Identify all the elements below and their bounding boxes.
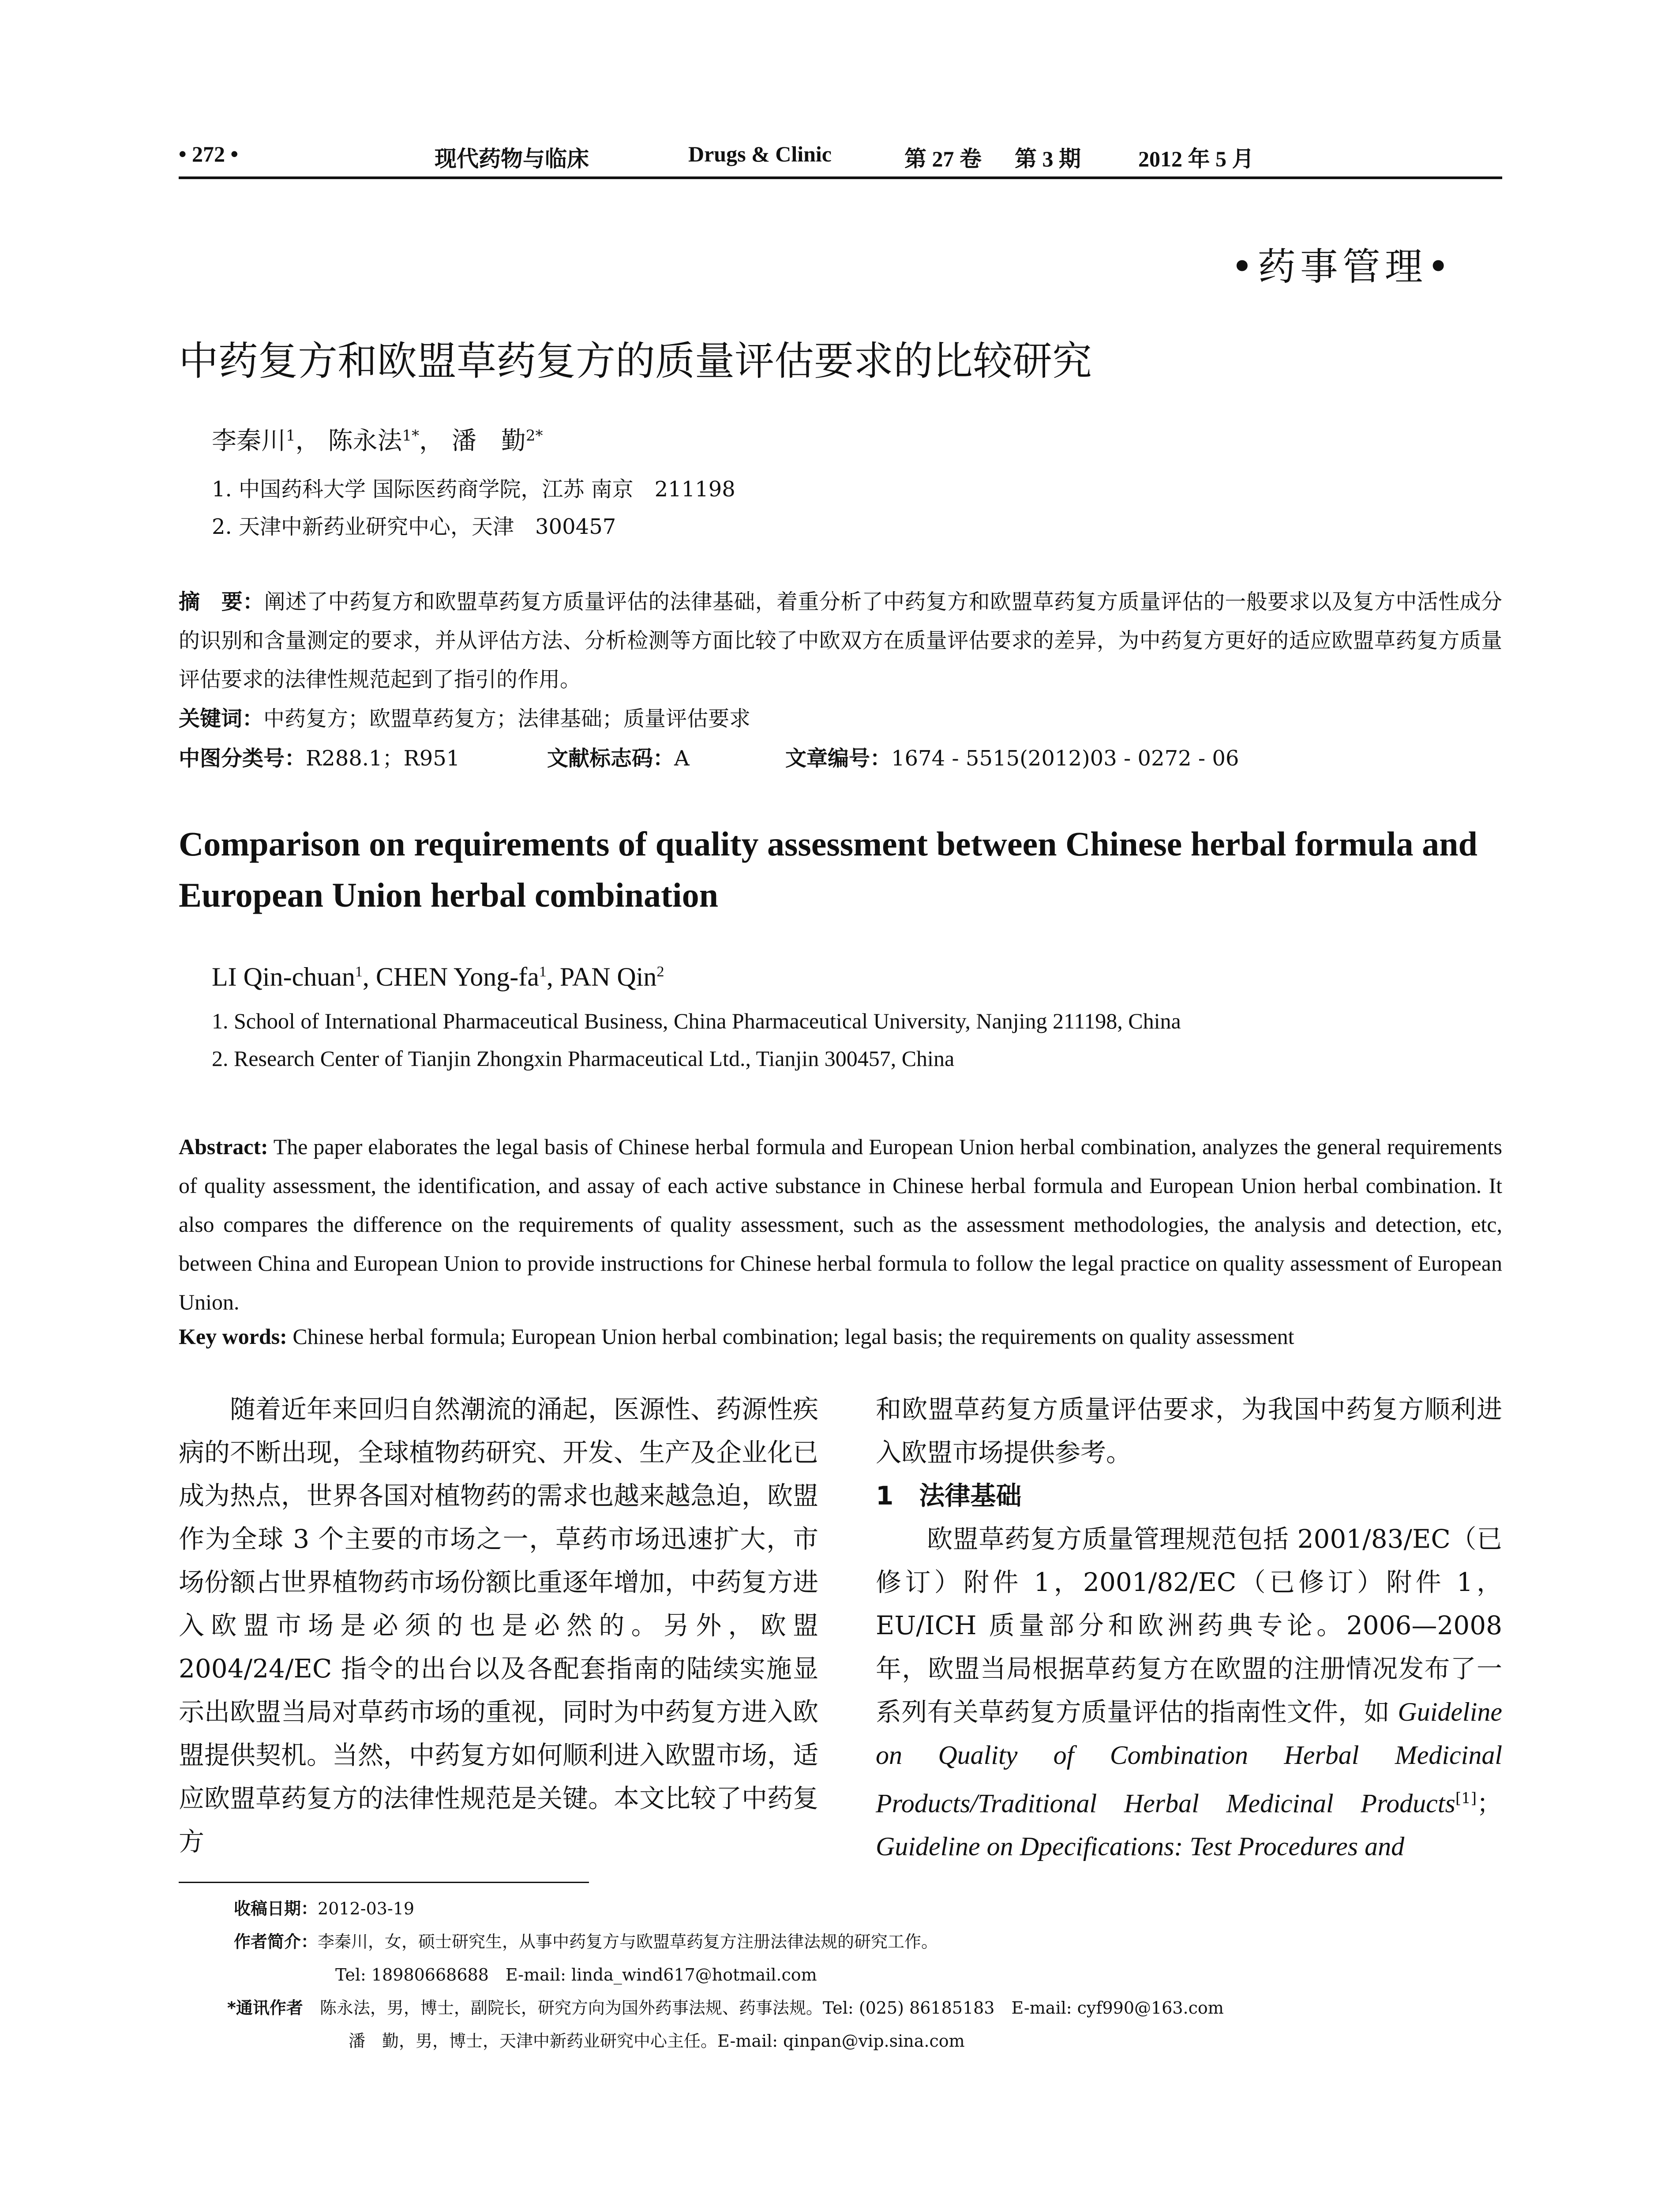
article-number-label: 文章编号： [785, 746, 892, 771]
authors-en: LI Qin-chuan$^1$, CHEN Yong-$fa^1$, PAN Qin$^2$ [212, 962, 664, 991]
author-sup: 2* [525, 427, 543, 445]
bio-label: 作者简介： [234, 1932, 318, 1951]
affiliation-cn: 2. 天津中新药业研究中心，天津 300457 [212, 514, 616, 539]
corr-label: *通讯作者 [227, 1998, 303, 2018]
author-name-en: LI Qin-chuan [212, 962, 355, 991]
body-text: 欧盟草药复方质量管理规范包括 2001/83/EC（已修订）附件 1，2001/82/EC（已修订）附件 1，EU/ICH 质量部分和欧洲药典专论。2006—2008 年，欧盟当局根据草药复方在欧盟的注册情况发布了一系列有关草药复方质量评估的指南性文件，如 [876, 1524, 1502, 1727]
footnote-rule [179, 1882, 589, 1883]
authors-cn: 李秦川$^1$， 陈永法$^{1*}$， 潘 勤$^{2*}$ [212, 427, 543, 455]
page-title-en: Comparison on requirements of quality assessment between Chinese herbal formula and European Union herbal combination [179, 825, 1478, 914]
body-paragraph [876, 1517, 1502, 1868]
guideline-title: Guideline on Dpecifications: Test Procedures and [876, 1832, 1405, 1861]
affiliation-en: 1. School of International Pharmaceutical Business, China Pharmaceutical University, Nanjing 211198, China [212, 1009, 1181, 1033]
article-number-value: 1674 - 5515(2012)03 - 0272 - 06 [891, 746, 1239, 771]
doc-code-label: 文献标志码： [547, 746, 675, 771]
section-heading [876, 1474, 1502, 1517]
page-title-cn: 中药复方和欧盟草药复方的质量评估要求的比较研究 [179, 338, 1092, 384]
column-tag: •药事管理• [1231, 245, 1454, 289]
keywords-en-text: Chinese herbal formula; European Union herbal combination; legal basis; the requirements on quality assessment [287, 1324, 1294, 1349]
page-number: • 272 • [179, 142, 239, 166]
affiliation-en: 2. Research Center of Tianjin Zhongxin Pharmaceutical Ltd., Tianjin 300457, China [212, 1046, 955, 1071]
volume: 第 27 卷 [904, 146, 982, 171]
doc-code-value: A [674, 746, 690, 771]
corresponding-author-2: 潘 勤，男，博士，天津中新药业研究中心主任。E-mail: qinpan@vip.sina.com [349, 2031, 965, 2051]
received-value: 2012-03-19 [318, 1899, 415, 1918]
received-label: 收稿日期： [234, 1899, 318, 1918]
keywords-en [179, 1324, 1294, 1349]
classification-line [179, 741, 460, 772]
received-date [234, 1895, 414, 1919]
body-paragraph: 随着近年来回归自然潮流的涌起，医源性、药源性疾病的不断出现，全球植物药研究、开发、生产及企业化已成为热点，世界各国对植物药的需求也越来越急迫，欧盟作为全球 3 个主要的市场之一，草药市场迅速扩大，市场份额占世界植物药市场份额比重逐年增加，中药复方进入欧盟市场是必须的也是必然的。另外，欧盟 2004/24/EC 指令的出台以及各配套指南的陆续实施显示出欧盟当局对草药市场的重视，同时为中药复方进入欧盟提供契机。当然，中药复方如何顺利进入欧盟市场，适应欧盟草药复方的法律性规范是关键。本文比较了中药复方 [179, 1394, 819, 1857]
guideline-title: Guideline on Quality of Combination Herbal Medicinal Products/Traditional Herbal Medicinal Products [876, 1697, 1502, 1818]
article-number [785, 741, 1239, 772]
author-contact: Tel: 18980668688 E-mail: linda_wind617@hotmail.com [335, 1965, 817, 1985]
author-name-en: CHEN Yong-fa [375, 962, 539, 991]
author-name: 陈永法 [328, 427, 402, 455]
separator: ； [1476, 1788, 1502, 1819]
bio-value: 李秦川，女，硕士研究生，从事中药复方与欧盟草药复方注册法律法规的研究工作。 [318, 1932, 938, 1951]
corresponding-author [227, 1994, 1224, 2018]
section-number: 1 [876, 1481, 894, 1511]
abstract-cn-text: 阐述了中药复方和欧盟草药复方质量评估的法律基础，着重分析了中药复方和欧盟草药复方质量评估的一般要求以及复方中活性成分的识别和含量测定的要求，并从评估方法、分析检测等方面比较了中欧双方在质量评估要求的差异，为中药复方更好的适应欧盟草药复方质量评估要求的法律性规范起到了指引的作用。 [179, 589, 1502, 692]
clc-value: R288.1；R951 [306, 746, 460, 771]
abstract-cn [179, 582, 1502, 699]
affiliation-cn: 1. 中国药科大学 国际医药商学院，江苏 南京 211198 [212, 477, 735, 502]
abstract-en-label: Abstract: [179, 1134, 268, 1159]
keywords-cn-label: 关键词： [179, 706, 264, 731]
section-title: 法律基础 [919, 1481, 1022, 1511]
keywords-cn-text: 中药复方；欧盟草药复方；法律基础；质量评估要求 [263, 706, 751, 731]
author-bio [234, 1928, 938, 1952]
abstract-en [179, 1127, 1502, 1321]
keywords-en-label: Key words: [179, 1324, 287, 1349]
journal-name-cn: 现代药物与临床 [435, 146, 589, 171]
clc-label: 中图分类号： [179, 746, 306, 771]
issue-date: 2012 年 5 月 [1138, 146, 1254, 171]
author-sup: 1 [539, 964, 547, 980]
journal-name-en: Drugs & Clinic [688, 142, 832, 166]
author-name-en: PAN Qin [559, 962, 657, 991]
author-name: 潘 勤 [451, 427, 526, 455]
issue: 第 3 期 [1015, 146, 1081, 171]
author-sup: 1 [355, 964, 363, 980]
body-right-column [876, 1388, 1502, 1868]
author-sup: 1* [402, 427, 420, 445]
corr-value: 陈永法，男，博士，副院长，研究方向为国外药事法规、药事法规。Tel: (025) 86185183 E-mail: cyf990@163.com [319, 1998, 1224, 2018]
header-rule [179, 176, 1502, 179]
author-sup: 1 [286, 427, 296, 445]
doc-code [547, 741, 690, 772]
author-name: 李秦川 [212, 427, 286, 455]
body-left-column [179, 1388, 818, 1863]
body-paragraph: 和欧盟草药复方质量评估要求，为我国中药复方顺利进入欧盟市场提供参考。 [876, 1394, 1502, 1467]
keywords-cn [179, 702, 750, 732]
abstract-en-text: The paper elaborates the legal basis of Chinese herbal formula and European Union herbal combination, analyzes the general requirements of quality assessment, the identification, and assay of each active substance in Chinese herbal formula and European Union herbal combination. It also compares the difference on the requirements of quality assessment, such as the assessment methodologies, the analysis and detection, etc, between China and European Union to provide instructions for Chinese herbal formula to follow the legal practice on quality assessment of European Union. [179, 1134, 1502, 1314]
author-sup: 2 [656, 964, 664, 980]
citation-ref: [1] [1455, 1790, 1477, 1807]
abstract-cn-label: 摘 要： [179, 589, 264, 614]
